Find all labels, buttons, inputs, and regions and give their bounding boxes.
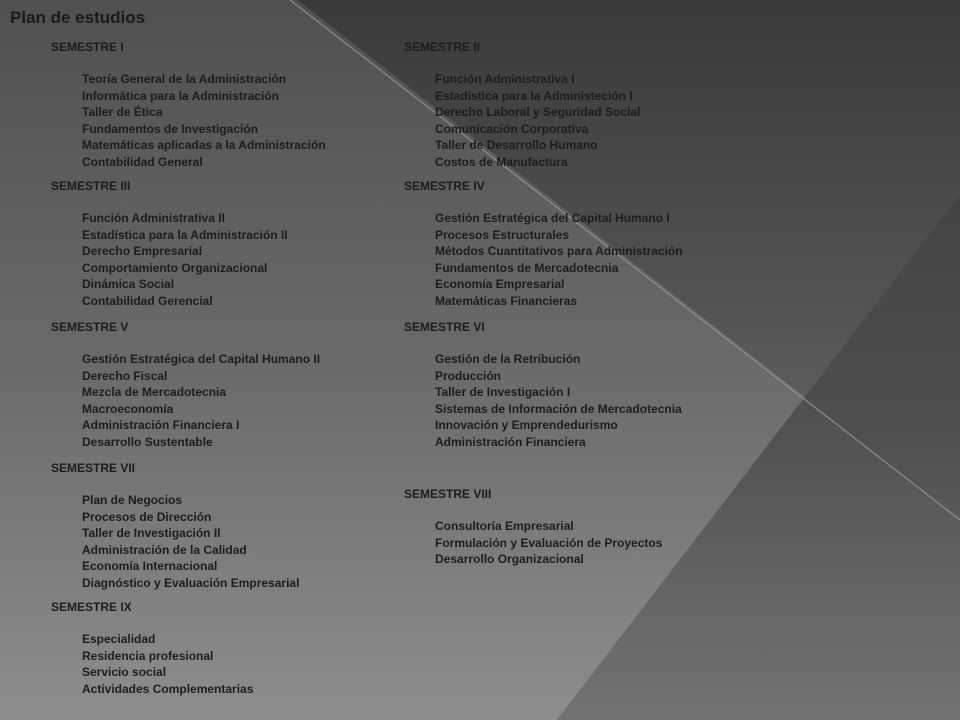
course-list bbox=[51, 351, 320, 451]
semester-block bbox=[404, 39, 640, 171]
semester-block bbox=[51, 39, 326, 171]
course-item: Taller de Ética bbox=[82, 105, 163, 120]
course-item: Función Administrativa I bbox=[435, 72, 575, 86]
semester-heading: SEMESTRE V bbox=[51, 320, 129, 334]
course-item: Función Administrativa II bbox=[82, 211, 225, 225]
course-item: Taller de Investigación II bbox=[82, 526, 221, 541]
course-item: Contabilidad Gerencial bbox=[82, 293, 213, 308]
course-item: Macroeconomía bbox=[82, 401, 174, 416]
semester-block bbox=[51, 460, 299, 592]
course-item: Plan de Negocios bbox=[82, 493, 183, 507]
course-list bbox=[404, 71, 640, 171]
semester-block bbox=[404, 178, 683, 310]
course-item: Matemáticas aplicadas a la Administración bbox=[82, 138, 326, 153]
semester-heading: SEMESTRE IV bbox=[404, 179, 485, 193]
course-item: Estadística para la Administración II bbox=[82, 227, 288, 242]
course-item: Innovación y Emprendedurismo bbox=[435, 418, 618, 433]
course-item: Procesos Estructurales bbox=[435, 227, 570, 242]
semester-block bbox=[51, 178, 288, 310]
course-item: Economía Empresarial bbox=[435, 277, 565, 292]
course-item: Contabilidad General bbox=[82, 154, 203, 169]
page-title: Plan de estudios bbox=[10, 8, 146, 27]
course-item: Servicio social bbox=[82, 665, 167, 680]
semester-heading: SEMESTRE VII bbox=[51, 461, 136, 475]
course-item: Residencia profesional bbox=[82, 648, 214, 663]
course-item: Administración de la Calidad bbox=[82, 542, 247, 557]
course-list bbox=[404, 518, 662, 568]
course-item: Teoría General de la Administración bbox=[82, 72, 287, 86]
course-item: Mezcla de Mercadotecnia bbox=[82, 385, 227, 400]
course-item: Formulación y Evaluación de Proyectos bbox=[435, 535, 663, 550]
course-item: Desarrollo Organizacional bbox=[435, 552, 584, 567]
course-item: Administración Financiera I bbox=[82, 418, 240, 433]
course-item: Derecho Fiscal bbox=[82, 368, 168, 383]
course-list bbox=[404, 351, 682, 451]
semester-heading: SEMESTRE III bbox=[51, 179, 131, 193]
course-item: Diagnóstico y Evaluación Empresarial bbox=[82, 575, 300, 590]
semester-block bbox=[404, 319, 682, 451]
course-item: Derecho Empresarial bbox=[82, 244, 203, 259]
semester-block bbox=[51, 599, 253, 697]
course-item: Informática para la Administración bbox=[82, 88, 279, 103]
semester-heading: SEMESTRE VIII bbox=[404, 487, 492, 501]
course-list bbox=[51, 631, 253, 697]
course-item: Taller de Investigación I bbox=[435, 385, 571, 400]
course-item: Procesos de Dirección bbox=[82, 509, 212, 524]
course-item: Métodos Cuantitativos para Administración bbox=[435, 244, 683, 259]
course-item: Gestión de la Retribución bbox=[435, 352, 581, 366]
course-item: Gestión Estratégica del Capital Humano II bbox=[82, 352, 321, 366]
course-list bbox=[51, 210, 288, 310]
semester-heading: SEMESTRE VI bbox=[404, 320, 485, 334]
course-item: Especialidad bbox=[82, 632, 156, 646]
course-item: Dinámica Social bbox=[82, 277, 175, 292]
semester-heading: SEMESTRE II bbox=[404, 40, 481, 54]
semester-block bbox=[404, 486, 662, 568]
course-list bbox=[404, 210, 683, 310]
course-item: Costos de Manufactura bbox=[435, 154, 568, 169]
course-item: Actividades Complementarias bbox=[82, 681, 254, 696]
course-item: Administración Financiera bbox=[435, 434, 586, 449]
course-item: Gestión Estratégica del Capital Humano I bbox=[435, 211, 670, 225]
course-item: Fundamentos de Mercadotecnia bbox=[435, 260, 619, 275]
course-list bbox=[51, 71, 326, 171]
course-item: Producción bbox=[435, 368, 502, 383]
course-item: Estadística para la Administeción I bbox=[435, 88, 633, 103]
course-item: Comportamiento Organizacional bbox=[82, 260, 268, 275]
semester-heading: SEMESTRE IX bbox=[51, 600, 132, 614]
course-item: Desarrollo Sustentable bbox=[82, 434, 213, 449]
course-item: Economía Internacional bbox=[82, 559, 218, 574]
semester-heading: SEMESTRE I bbox=[51, 40, 124, 54]
course-item: Matemáticas Financieras bbox=[435, 293, 578, 308]
course-item: Comunicación Corporativa bbox=[435, 121, 589, 136]
course-item: Taller de Desarrollo Humano bbox=[435, 138, 598, 153]
course-item: Consultoría Empresarial bbox=[435, 519, 574, 533]
semester-block bbox=[51, 319, 320, 451]
course-item: Derecho Laboral y Seguridad Social bbox=[435, 105, 641, 120]
course-list bbox=[51, 492, 299, 592]
course-item: Fundamentos de Investigación bbox=[82, 121, 259, 136]
course-item: Sistemas de Información de Mercadotecnia bbox=[435, 401, 682, 416]
